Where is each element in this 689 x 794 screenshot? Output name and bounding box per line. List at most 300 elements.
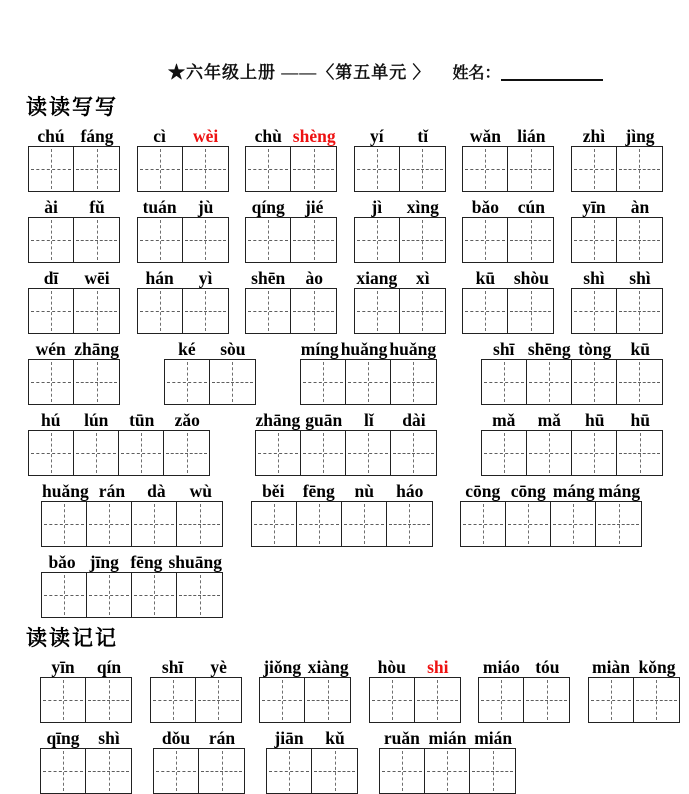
writing-grid: [28, 217, 120, 263]
pinyin-syllable: fǔ: [89, 197, 105, 217]
word-row: [28, 655, 680, 723]
pinyin-label: [369, 655, 461, 677]
writing-cell: [256, 431, 301, 475]
writing-cell: [87, 573, 132, 617]
writing-cell: [196, 678, 241, 722]
writing-grid: [354, 146, 446, 192]
pinyin-syllable: zǎo: [174, 410, 200, 430]
writing-grid: [28, 430, 210, 476]
writing-cell: [346, 431, 391, 475]
word-group: [40, 655, 132, 723]
writing-cell: [355, 289, 400, 333]
pinyin-syllable: jù: [197, 197, 214, 217]
writing-cell: [151, 678, 196, 722]
writing-cell: [138, 289, 183, 333]
pinyin-syllable: yí: [369, 126, 384, 146]
pinyin-syllable: miáo: [482, 657, 520, 677]
pinyin-label: [153, 726, 245, 748]
word-group: [462, 195, 554, 263]
word-group: [481, 408, 663, 476]
pinyin-syllable: yè: [210, 657, 227, 677]
word-row: [28, 408, 663, 476]
writing-cell: [29, 360, 74, 404]
writing-cell: [29, 431, 74, 475]
writing-cell: [617, 360, 662, 404]
pinyin-syllable: shuāng: [168, 552, 222, 572]
word-group: [300, 337, 437, 405]
pinyin-syllable: shì: [98, 728, 120, 748]
pinyin-syllable: shī: [161, 657, 184, 677]
pinyin-syllable: běi: [262, 481, 285, 501]
pinyin-syllable: wēi: [84, 268, 110, 288]
word-group: [478, 655, 570, 723]
writing-cell: [87, 502, 132, 546]
pinyin-syllable: àn: [630, 197, 650, 217]
writing-cell: [74, 431, 119, 475]
word-group: [369, 655, 461, 723]
writing-cell: [132, 502, 177, 546]
writing-cell: [312, 749, 357, 793]
pinyin-syllable: nù: [354, 481, 374, 501]
pinyin-syllable: hū: [630, 410, 650, 430]
pinyin-label: [28, 195, 120, 217]
writing-grid: [164, 359, 256, 405]
pinyin-label: [28, 408, 210, 430]
writing-cell: [305, 678, 350, 722]
writing-grid: [354, 217, 446, 263]
pinyin-syllable: jié: [304, 197, 324, 217]
word-group: [137, 195, 229, 263]
writing-grid: [28, 288, 120, 334]
writing-grid: [245, 288, 337, 334]
pinyin-syllable: shēng: [527, 339, 571, 359]
pinyin-syllable: yīn: [582, 197, 606, 217]
pinyin-syllable: kǒng: [638, 657, 676, 677]
pinyin-label: [379, 726, 516, 748]
pinyin-syllable: tǐ: [417, 126, 429, 146]
pinyin-syllable: tóu: [535, 657, 560, 677]
word-group: [164, 337, 256, 405]
pinyin-label: [481, 408, 663, 430]
writing-grid: [259, 677, 351, 723]
pinyin-syllable: wén: [35, 339, 66, 359]
writing-cell: [301, 360, 346, 404]
word-group: [379, 726, 516, 794]
pinyin-syllable: háo: [396, 481, 424, 501]
pinyin-syllable: kū: [630, 339, 650, 359]
writing-cell: [508, 218, 553, 262]
pinyin-label: [462, 195, 554, 217]
pinyin-label: [460, 479, 642, 501]
pinyin-label: [28, 124, 120, 146]
writing-cell: [246, 147, 291, 191]
pinyin-syllable: mián: [428, 728, 467, 748]
pinyin-syllable: tūn: [129, 410, 155, 430]
pinyin-label: [150, 655, 242, 677]
word-group: [28, 266, 120, 334]
pinyin-label: [300, 337, 437, 359]
pinyin-syllable: cōng: [465, 481, 501, 501]
pinyin-syllable: bǎo: [48, 552, 76, 572]
pinyin-syllable: ài: [44, 197, 58, 217]
writing-grid: [245, 217, 337, 263]
worksheet-content: [26, 91, 676, 794]
writing-cell: [572, 289, 617, 333]
pinyin-label: [137, 266, 229, 288]
writing-cell: [617, 147, 662, 191]
pinyin-syllable: hú: [41, 410, 61, 430]
writing-cell: [297, 502, 342, 546]
pinyin-label: [462, 124, 554, 146]
writing-grid: [588, 677, 680, 723]
pinyin-syllable: qīng: [46, 728, 80, 748]
writing-cell: [132, 573, 177, 617]
pinyin-syllable: fēng: [302, 481, 335, 501]
word-row: [28, 195, 663, 263]
writing-grid: [40, 677, 132, 723]
pinyin-syllable: wǎn: [469, 126, 501, 146]
pinyin-syllable: jìng: [625, 126, 655, 146]
word-group: [354, 195, 446, 263]
writing-grid: [354, 288, 446, 334]
pinyin-syllable: míng: [300, 339, 339, 359]
writing-cell: [425, 749, 470, 793]
pinyin-label: [571, 266, 663, 288]
writing-cell: [634, 678, 679, 722]
writing-cell: [463, 218, 508, 262]
pinyin-syllable: mǎ: [492, 410, 516, 430]
pinyin-syllable: shèng: [292, 126, 336, 146]
pinyin-syllable: sòu: [220, 339, 246, 359]
writing-grid: [571, 217, 663, 263]
writing-cell: [246, 218, 291, 262]
pinyin-syllable: máng: [598, 481, 641, 501]
writing-grid: [462, 288, 554, 334]
word-group: [245, 124, 337, 192]
pinyin-syllable: mǎ: [537, 410, 561, 430]
pinyin-label: [137, 195, 229, 217]
writing-cell: [400, 147, 445, 191]
pinyin-syllable: cōng: [510, 481, 546, 501]
word-group: [28, 337, 120, 405]
pinyin-syllable: lián: [517, 126, 546, 146]
word-group: [571, 195, 663, 263]
pinyin-syllable: fēng: [130, 552, 163, 572]
writing-grid: [41, 572, 223, 618]
writing-cell: [291, 289, 336, 333]
writing-cell: [138, 218, 183, 262]
pinyin-syllable: tuán: [142, 197, 177, 217]
word-group: [251, 479, 433, 547]
writing-cell: [267, 749, 312, 793]
pinyin-syllable: jì: [371, 197, 383, 217]
pinyin-syllable: hū: [585, 410, 605, 430]
pinyin-syllable: chú: [37, 126, 65, 146]
pinyin-syllable: miàn: [592, 657, 630, 677]
writing-cell: [41, 678, 86, 722]
pinyin-label: [481, 337, 663, 359]
pinyin-label: [462, 266, 554, 288]
pinyin-label: [251, 479, 433, 501]
writing-cell: [74, 218, 119, 262]
writing-cell: [506, 502, 551, 546]
word-group: [153, 726, 245, 794]
pinyin-syllable: shī: [493, 339, 515, 359]
writing-cell: [482, 431, 527, 475]
pinyin-label: [571, 124, 663, 146]
writing-cell: [291, 147, 336, 191]
pinyin-syllable: shì: [583, 268, 605, 288]
writing-cell: [482, 360, 527, 404]
pinyin-label: [41, 550, 223, 572]
pinyin-syllable: máng: [552, 481, 595, 501]
writing-grid: [481, 430, 663, 476]
pinyin-syllable: hòu: [377, 657, 406, 677]
pinyin-label: [354, 195, 446, 217]
writing-cell: [342, 502, 387, 546]
writing-cell: [355, 218, 400, 262]
pinyin-syllable: yīn: [51, 657, 75, 677]
pinyin-syllable: rán: [98, 481, 126, 501]
writing-grid: [571, 288, 663, 334]
writing-cell: [165, 360, 210, 404]
writing-cell: [41, 749, 86, 793]
name-label: 姓名：: [452, 65, 501, 82]
writing-cell: [617, 289, 662, 333]
word-group: [137, 124, 229, 192]
word-group: [255, 408, 437, 476]
writing-cell: [42, 573, 87, 617]
writing-cell: [527, 360, 572, 404]
writing-cell: [74, 289, 119, 333]
pinyin-syllable: bǎo: [471, 197, 499, 217]
word-group: [460, 479, 642, 547]
writing-cell: [164, 431, 209, 475]
writing-grid: [251, 501, 433, 547]
writing-cell: [479, 678, 524, 722]
writing-cell: [29, 147, 74, 191]
writing-cell: [183, 289, 228, 333]
word-group: [571, 124, 663, 192]
section-heading: 读读写写: [26, 96, 118, 119]
pinyin-syllable: guān: [305, 410, 343, 430]
writing-cell: [551, 502, 596, 546]
pinyin-syllable: lǐ: [364, 410, 374, 430]
pinyin-label: [40, 655, 132, 677]
word-group: [266, 726, 358, 794]
writing-cell: [463, 147, 508, 191]
pinyin-syllable: huǎng: [389, 339, 437, 359]
writing-cell: [370, 678, 415, 722]
word-group: [28, 195, 120, 263]
word-row: [28, 124, 663, 192]
pinyin-syllable: wù: [189, 481, 212, 501]
pinyin-label: [28, 266, 120, 288]
pinyin-syllable: shòu: [513, 268, 549, 288]
writing-cell: [400, 289, 445, 333]
writing-cell: [470, 749, 515, 793]
pinyin-label: [28, 337, 120, 359]
writing-grid: [300, 359, 437, 405]
word-group: [462, 266, 554, 334]
pinyin-syllable: fáng: [80, 126, 114, 146]
writing-cell: [524, 678, 569, 722]
pinyin-label: [245, 124, 337, 146]
writing-cell: [391, 360, 436, 404]
writing-cell: [74, 360, 119, 404]
pinyin-syllable: wèi: [192, 126, 219, 146]
pinyin-syllable: hán: [145, 268, 174, 288]
writing-cell: [572, 431, 617, 475]
section-heading: 读读记记: [26, 627, 118, 650]
writing-cell: [29, 218, 74, 262]
writing-cell: [463, 289, 508, 333]
pinyin-label: [41, 479, 223, 501]
worksheet-header: [28, 58, 663, 83]
pinyin-syllable: huǎng: [340, 339, 388, 359]
writing-cell: [572, 360, 617, 404]
writing-cell: [42, 502, 87, 546]
word-row: [28, 479, 663, 547]
writing-cell: [461, 502, 506, 546]
pinyin-syllable: qíng: [251, 197, 285, 217]
pinyin-syllable: mián: [474, 728, 513, 748]
writing-grid: [245, 146, 337, 192]
word-group: [40, 726, 132, 794]
word-group: [28, 124, 120, 192]
worksheet-title: ★六年级上册 ——〈第五单元 〉: [168, 63, 431, 82]
word-group: [245, 266, 337, 334]
writing-grid: [379, 748, 516, 794]
pinyin-label: [259, 655, 351, 677]
writing-cell: [183, 218, 228, 262]
writing-cell: [589, 678, 634, 722]
worksheet-section: [28, 91, 663, 618]
writing-cell: [119, 431, 164, 475]
writing-cell: [380, 749, 425, 793]
writing-cell: [252, 502, 297, 546]
pinyin-syllable: dài: [402, 410, 426, 430]
writing-cell: [596, 502, 641, 546]
writing-grid: [41, 501, 223, 547]
writing-cell: [617, 431, 662, 475]
writing-grid: [571, 146, 663, 192]
writing-cell: [138, 147, 183, 191]
word-group: [354, 266, 446, 334]
pinyin-syllable: ruǎn: [383, 728, 420, 748]
word-row: [28, 337, 663, 405]
writing-cell: [617, 218, 662, 262]
word-group: [354, 124, 446, 192]
pinyin-syllable: xì: [415, 268, 430, 288]
pinyin-label: [164, 337, 256, 359]
writing-cell: [400, 218, 445, 262]
word-row: [28, 550, 663, 618]
pinyin-syllable: kǔ: [325, 728, 345, 748]
pinyin-label: [478, 655, 570, 677]
writing-cell: [199, 749, 244, 793]
pinyin-syllable: shi: [427, 657, 449, 677]
pinyin-syllable: zhāng: [74, 339, 119, 359]
pinyin-syllable: cì: [153, 126, 166, 146]
pinyin-syllable: huǎng: [42, 481, 89, 501]
word-group: [588, 655, 680, 723]
pinyin-syllable: shēn: [251, 268, 286, 288]
pinyin-syllable: jiān: [274, 728, 304, 748]
writing-cell: [86, 678, 131, 722]
writing-cell: [391, 431, 436, 475]
writing-cell: [346, 360, 391, 404]
pinyin-syllable: lún: [84, 410, 109, 430]
writing-cell: [508, 289, 553, 333]
writing-grid: [266, 748, 358, 794]
pinyin-syllable: tòng: [578, 339, 612, 359]
pinyin-syllable: cún: [517, 197, 545, 217]
pinyin-syllable: chù: [254, 126, 282, 146]
pinyin-label: [245, 266, 337, 288]
pinyin-syllable: ào: [305, 268, 323, 288]
writing-cell: [246, 289, 291, 333]
pinyin-syllable: dī: [43, 268, 59, 288]
writing-cell: [301, 431, 346, 475]
pinyin-label: [266, 726, 358, 748]
writing-grid: [481, 359, 663, 405]
pinyin-label: [588, 655, 680, 677]
worksheet-section: [26, 622, 676, 794]
writing-cell: [415, 678, 460, 722]
writing-grid: [478, 677, 570, 723]
writing-grid: [462, 146, 554, 192]
pinyin-syllable: xiàng: [307, 657, 349, 677]
writing-cell: [86, 749, 131, 793]
pinyin-syllable: ké: [178, 339, 196, 359]
pinyin-syllable: dǒu: [161, 728, 191, 748]
pinyin-syllable: dà: [147, 481, 166, 501]
writing-cell: [572, 147, 617, 191]
pinyin-syllable: kū: [475, 268, 496, 288]
word-group: [259, 655, 351, 723]
writing-cell: [291, 218, 336, 262]
word-row: [28, 266, 663, 334]
pinyin-syllable: rán: [208, 728, 236, 748]
pinyin-syllable: yì: [198, 268, 213, 288]
pinyin-syllable: shì: [629, 268, 651, 288]
word-group: [28, 408, 210, 476]
writing-cell: [572, 218, 617, 262]
writing-cell: [260, 678, 305, 722]
pinyin-syllable: xiang: [356, 268, 398, 288]
writing-cell: [177, 502, 222, 546]
pinyin-label: [255, 408, 437, 430]
writing-grid: [150, 677, 242, 723]
writing-cell: [355, 147, 400, 191]
writing-grid: [460, 501, 642, 547]
pinyin-label: [137, 124, 229, 146]
writing-grid: [28, 359, 120, 405]
word-group: [571, 266, 663, 334]
writing-cell: [387, 502, 432, 546]
word-group: [137, 266, 229, 334]
writing-cell: [527, 431, 572, 475]
writing-grid: [137, 288, 229, 334]
pinyin-label: [245, 195, 337, 217]
word-group: [41, 479, 223, 547]
word-group: [41, 550, 223, 618]
writing-grid: [137, 146, 229, 192]
writing-grid: [153, 748, 245, 794]
writing-grid: [28, 146, 120, 192]
pinyin-syllable: zhāng: [255, 410, 301, 430]
